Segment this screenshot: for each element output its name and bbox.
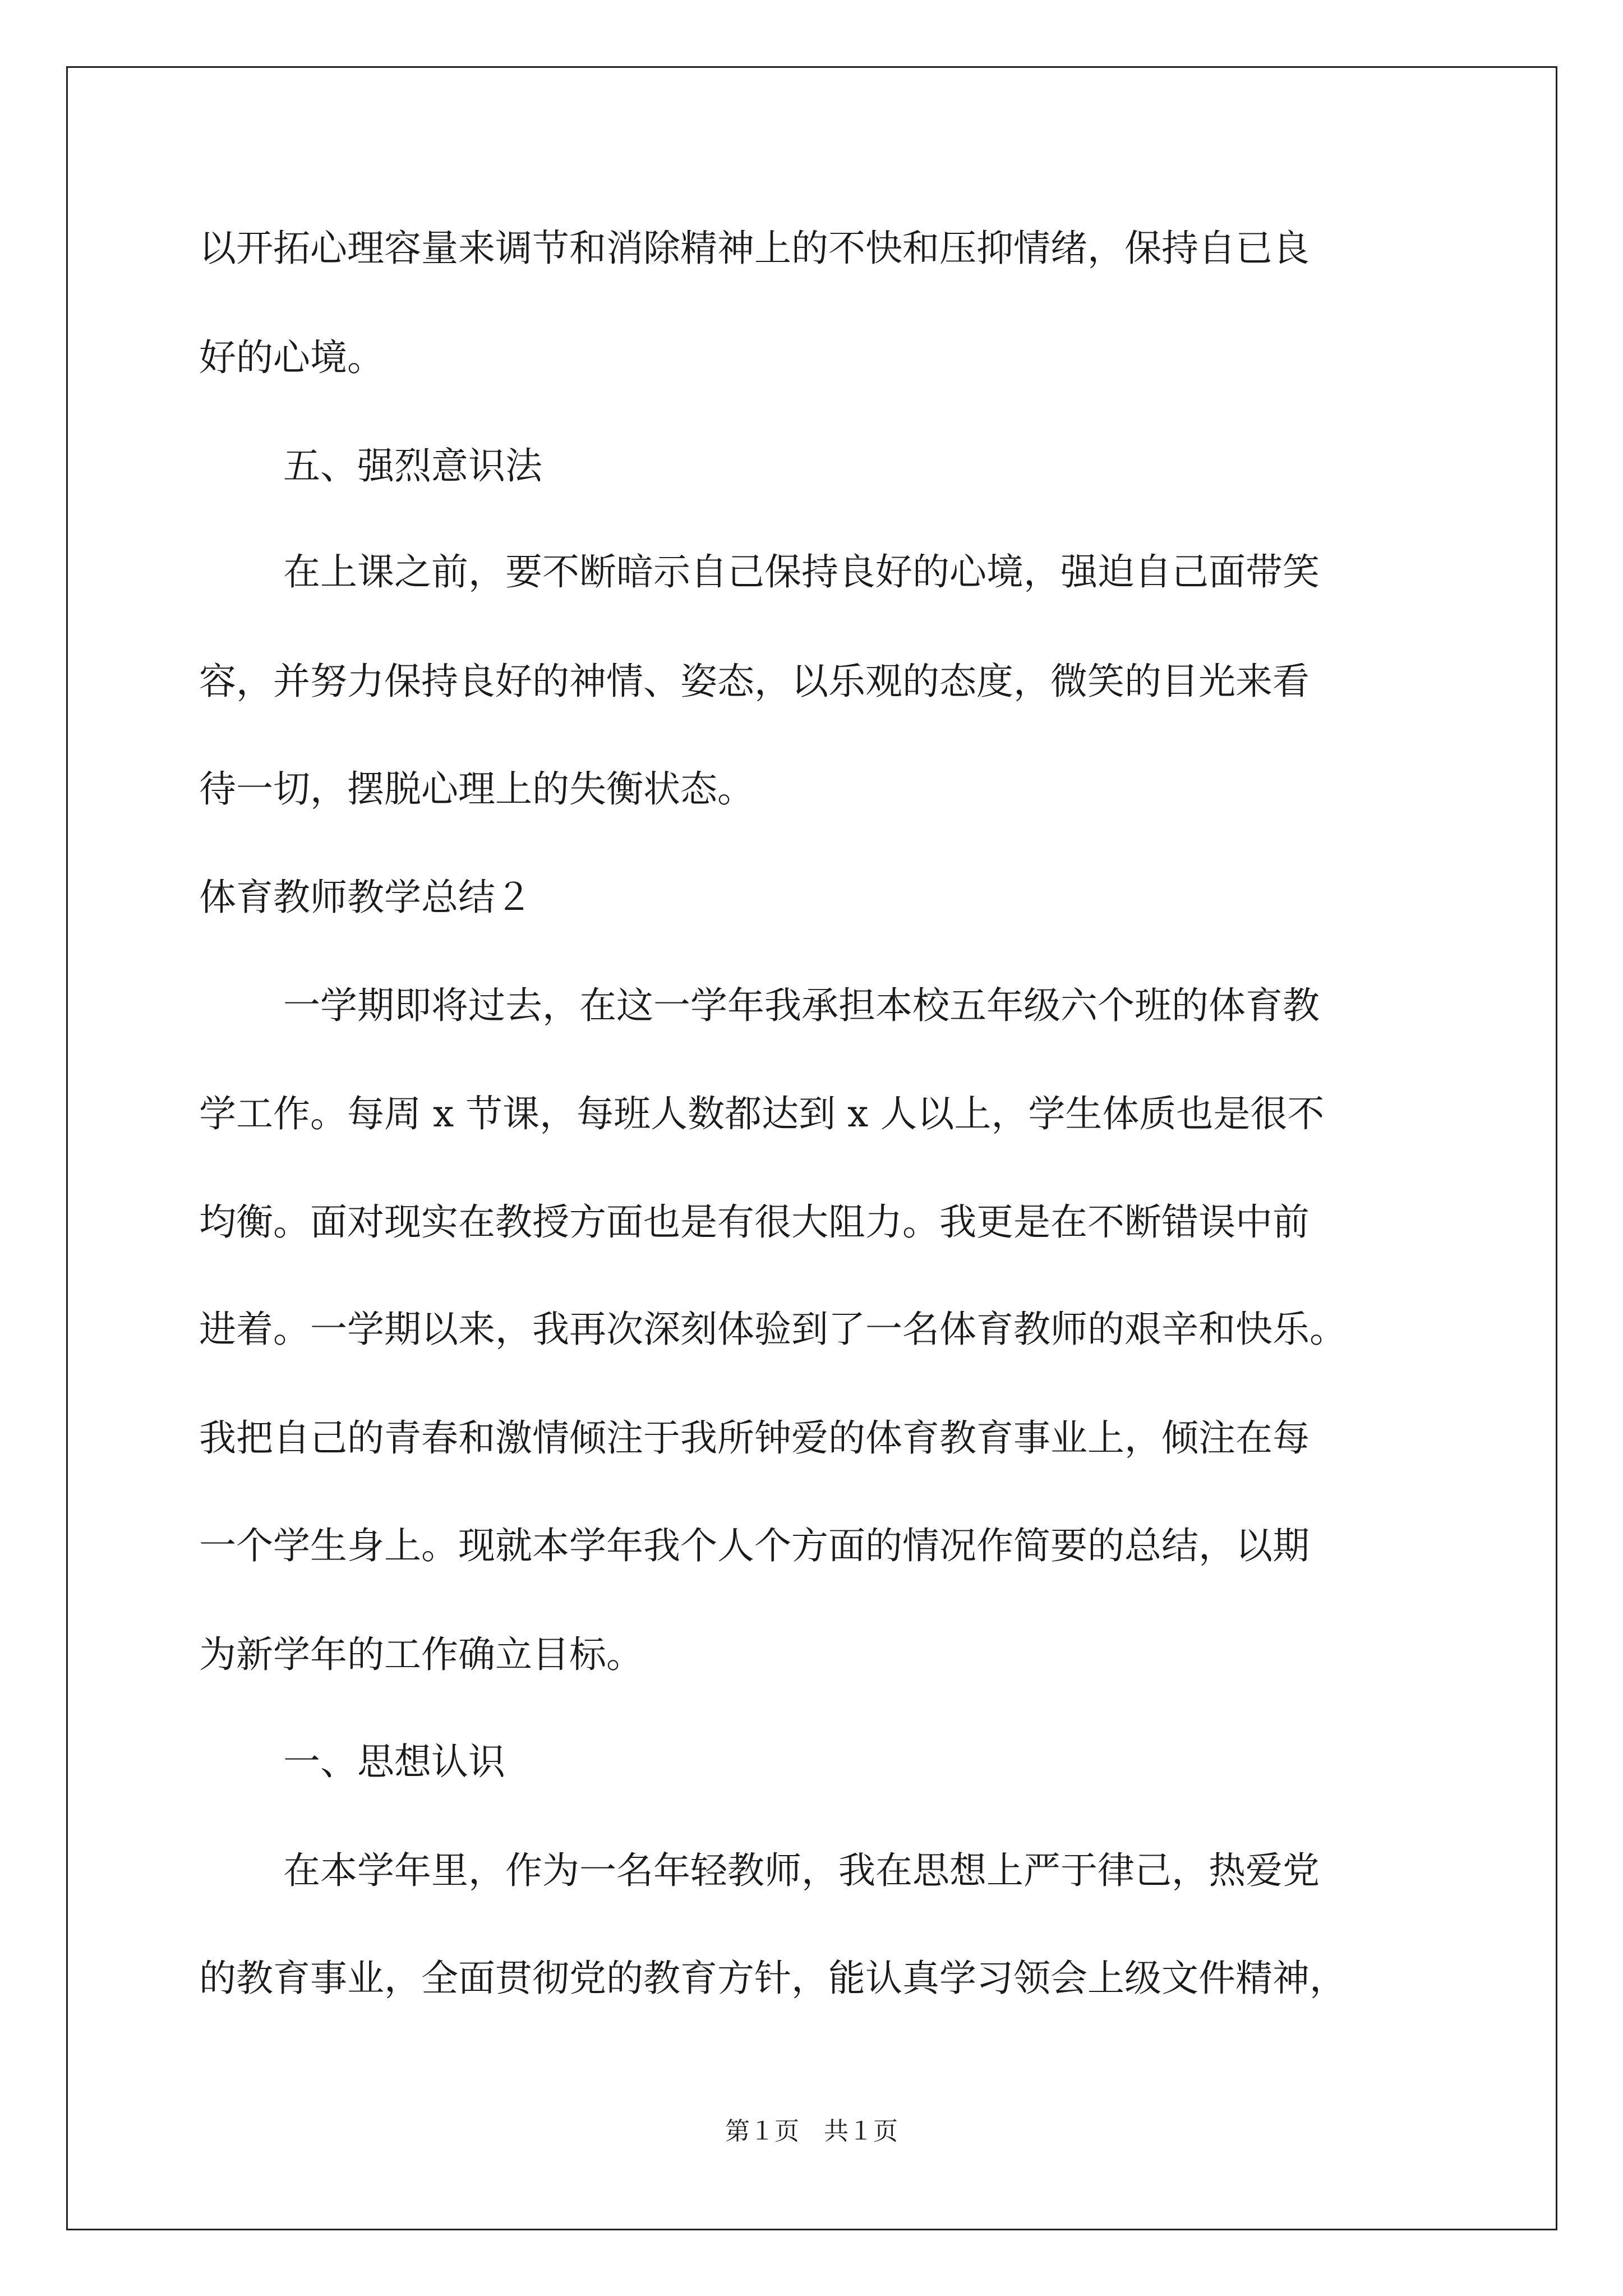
text-line: 学工作。每周 x 节课，每班人数都达到 x 人以上，学生体质也是很不: [199, 1092, 1325, 1135]
text-line: 的教育事业，全面贯彻党的教育方针，能认真学习领会上级文件精神，: [199, 1957, 1347, 2000]
text-line: 在本学年里，作为一名年轻教师，我在思想上严于律己，热爱党: [283, 1849, 1320, 1892]
text-line: 在上课之前，要不断暗示自己保持良好的心境，强迫自己面带笑: [283, 550, 1320, 593]
text-line: 一个学生身上。现就本学年我个人个方面的情况作简要的总结，以期: [199, 1524, 1310, 1567]
text-line: 进着。一学期以来，我再次深刻体验到了一名体育教师的艰辛和快乐。: [199, 1308, 1347, 1351]
page-border: [66, 66, 1557, 2230]
text-line: 好的心境。: [199, 336, 384, 379]
text-line: 均衡。面对现实在教授方面也是有很大阻力。我更是在不断错误中前: [199, 1200, 1310, 1244]
text-line: 一学期即将过去，在这一学年我承担本校五年级六个班的体育教: [283, 984, 1320, 1027]
text-line: 以开拓心理容量来调节和消除精神上的不快和压抑情绪，保持自已良: [199, 227, 1310, 270]
text-line: 待一切，摆脱心理上的失衡状态。: [199, 767, 754, 811]
text-line: 我把自己的青春和激情倾注于我所钟爱的体育教育事业上，倾注在每: [199, 1416, 1310, 1460]
document-title: 体育教师教学总结２: [199, 876, 532, 919]
page-footer: 第１页 共１页: [725, 2117, 898, 2146]
section-heading: 五、强烈意识法: [283, 444, 542, 487]
text-line: 容，并努力保持良好的神情、姿态，以乐观的态度，微笑的目光来看: [199, 660, 1310, 703]
section-heading: 一、思想认识: [283, 1740, 505, 1783]
text-line: 为新学年的工作确立目标。: [199, 1633, 643, 1676]
